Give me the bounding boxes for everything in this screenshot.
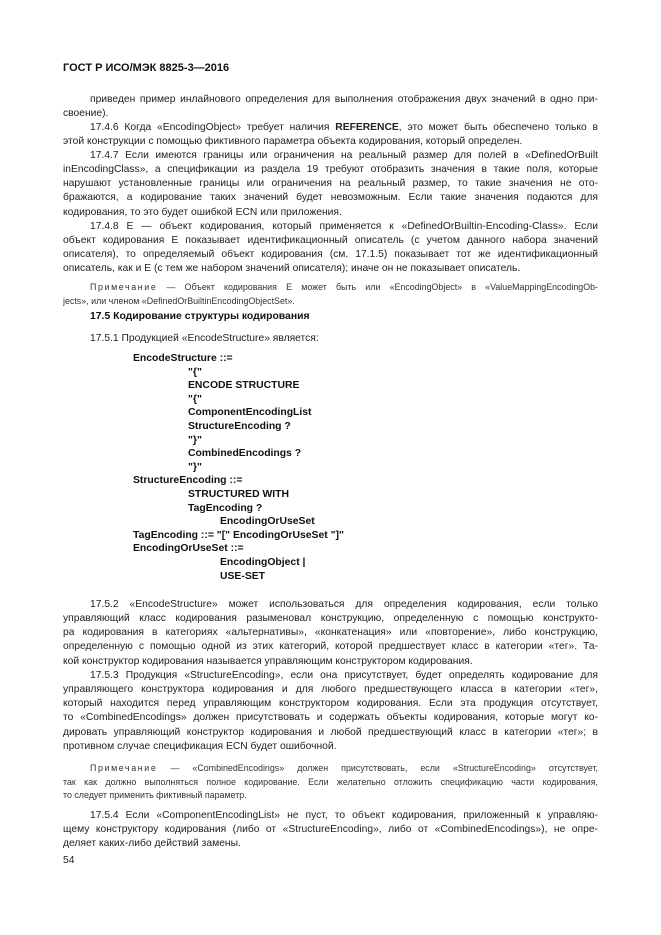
paragraph-17-5-1 <box>63 332 598 346</box>
text-line: дировать управляющий конструктор кодирования и любой предшествующий класс в категории «тег»; в <box>63 726 598 738</box>
paragraph-17-4-6 <box>63 121 598 149</box>
paragraph-17-5-4 <box>63 809 598 851</box>
text: , это может быть обеспечено только в <box>398 122 598 133</box>
text: то следует применить фиктивный параметр. <box>63 790 247 801</box>
text-line: щему конструктору кодирования (либо от «StructureEncoding», либо от «CombinedEncodings»), не опре- <box>63 824 598 836</box>
code-line: "}" <box>188 434 202 446</box>
paragraph-continuation <box>63 93 598 121</box>
text-line: кой конструктор кодирования называется управляющим конструктором кодирования. <box>63 655 473 667</box>
code-line: StructureEncoding ? <box>188 420 291 432</box>
text-line: ра кодирования в категориях «альтернативы», «конкатенация» или «повторение», либо конструкцию, <box>63 627 598 639</box>
text: jects», или членом «DefinedOrBuiltinEncodingObjectSet». <box>63 295 295 306</box>
text-line: бражаются, а кодирование таких значений будет невозможным. Если такие значения подаются для <box>63 192 598 204</box>
paragraph-17-4-8 <box>63 220 598 277</box>
text-line: определенную с помощью одной из этих категорий, которой предшествует класс в категории «тег». Та- <box>63 641 598 653</box>
text-line: управляющего конструктора кодирования и для любого предшествующего класса в категории «тег», <box>63 684 598 696</box>
text: — Объект кодирования Е может быть или «EncodingObject» в «ValueMappingEncodingOb- <box>157 282 598 292</box>
code-line: ENCODE STRUCTURE <box>188 380 300 392</box>
text-line: описатель, как и Е (с тем же набором значений описателя); иначе он не показывает описатель. <box>63 263 521 275</box>
paragraph-17-4-7 <box>63 149 598 220</box>
code-line: EncodeStructure ::= <box>133 353 233 364</box>
text-line: 17.5.3 Продукция «StructureEncoding», если она присутствует, будет определять кодирование для <box>90 670 598 681</box>
code-line: USE-SET <box>220 570 266 582</box>
code-line: STRUCTURED WITH <box>188 488 290 500</box>
text-line: 17.5.4 Если «ComponentEncodingList» не пуст, то объект кодирования, приложенный к управляю- <box>90 810 598 821</box>
text-line: противном случае спецификация ECN будет ошибочной. <box>63 740 337 752</box>
text-line: 17.4.7 Если имеются границы или ограничения на реальный размер для полей в «DefinedOrBuilt <box>90 150 598 161</box>
text-line: объект кодирования Е показывает идентификационный описатель (с учетом данного набора значений <box>63 235 598 247</box>
page-number: 54 <box>63 855 75 866</box>
text-line: нарушают установленные границы или ограничения на реальный размер, то такие значения не ото- <box>63 178 598 190</box>
text: этой конструкции с помощью фиктивного параметра объекта кодирования, который определен. <box>63 136 523 148</box>
paragraph-17-5-2 <box>63 598 598 669</box>
text: 17.5.1 Продукцией «EncodeStructure» является: <box>90 333 319 344</box>
text-line: который находится перед управляющим конструктором кодирования. Если эта продукция отсутствует, <box>63 698 598 710</box>
text-line: 17.5.2 «EncodeStructure» может использоваться для определения кодирования, если только <box>90 599 598 610</box>
text: 17.4.6 Когда «EncodingObject» требует наличия <box>90 122 336 133</box>
section-heading: 17.5 Кодирование структуры кодирования <box>90 311 310 322</box>
text-line: описателя), то определяемый объект кодирования (см. 17.1.5) показывает тот же идентификационный <box>63 249 598 261</box>
code-line: StructureEncoding ::= <box>133 475 243 487</box>
text: так как должно выполняться полное кодирование. Если желательно отложить спецификацию части кодирования, <box>63 776 598 787</box>
code-line: "{" <box>188 366 202 378</box>
text-line: кодирования, то это будет ошибкой ECN или приложения. <box>63 206 342 218</box>
note-2 <box>63 762 598 803</box>
bold-keyword: REFERENCE <box>335 122 399 133</box>
text-line: inEncodingClass», а спецификации из раздела 19 требуют отобразить значения в такие поля, которые <box>63 164 598 176</box>
code-block <box>133 352 344 583</box>
code-line: EncodingObject | <box>220 556 306 568</box>
text-line: приведен пример инлайнового определения для выполнения отображения двух значений в одно при- <box>90 94 598 105</box>
paragraph-17-5-3 <box>63 669 598 754</box>
code-line: ComponentEncodingList <box>188 407 312 419</box>
note-label: Примечание <box>90 282 158 292</box>
code-line: CombinedEncodings ? <box>188 448 302 460</box>
note-label: Примечание <box>90 763 158 773</box>
code-line: EncodingOrUseSet <box>220 516 315 528</box>
text-line: деляет каких-либо действий замены. <box>63 838 241 850</box>
code-line: TagEncoding ? <box>188 502 263 514</box>
text-line: управляющий класс кодирования разыменовал конструкцию, определенную с помощью конструкто- <box>63 613 598 625</box>
note-1 <box>63 281 598 308</box>
code-line: "{" <box>188 393 202 405</box>
code-line: "}" <box>188 461 202 473</box>
document-header: ГОСТ Р ИСО/МЭК 8825-3—2016 <box>63 62 230 74</box>
text-line: 17.4.8 Е — объект кодирования, который применяется к «DefinedOrBuiltin-Encoding-Class». Если <box>90 221 598 232</box>
code-line: TagEncoding ::= "[" EncodingOrUseSet "]" <box>133 529 344 541</box>
text-line: то «CombinedEncodings» должен присутствовать и содержать объекты кодирования, которые могут ко- <box>63 712 598 724</box>
text-line: своение). <box>63 108 109 120</box>
code-line: EncodingOrUseSet ::= <box>133 543 244 555</box>
text: — «CombinedEncodings» должен присутствовать, если «StructureEncoding» отсутствует, <box>157 763 598 773</box>
